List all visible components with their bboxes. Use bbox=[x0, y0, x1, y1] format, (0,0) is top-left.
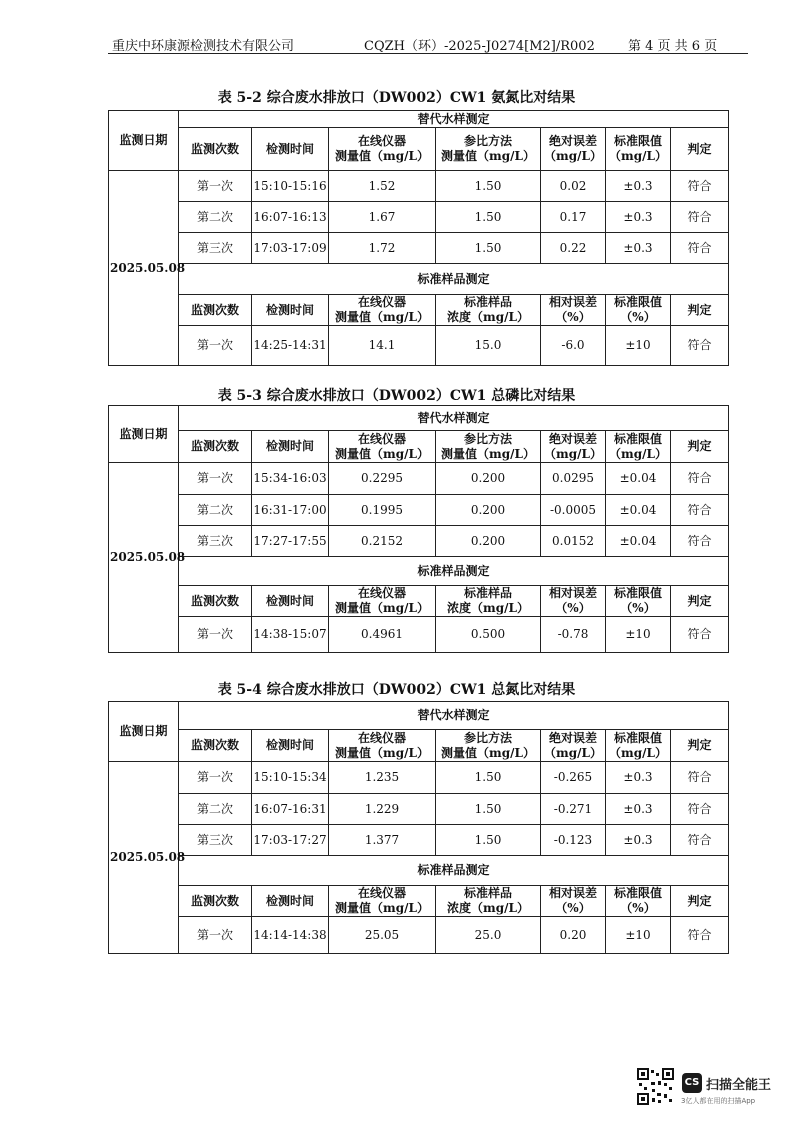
table-cell: 第二次 bbox=[179, 794, 252, 825]
header-line: 浓度（mg/L） bbox=[447, 310, 529, 324]
header-line: 判定 bbox=[687, 439, 712, 453]
table-row bbox=[109, 557, 729, 586]
header-line: （mg/L） bbox=[609, 149, 667, 163]
table-row bbox=[109, 495, 729, 526]
header-line: （%） bbox=[620, 901, 656, 915]
column-header bbox=[671, 128, 729, 171]
column-header bbox=[252, 730, 329, 762]
header-line: 绝对误差 bbox=[548, 134, 597, 148]
table-cell: 1.50 bbox=[436, 202, 541, 233]
header-line: 测量值（mg/L） bbox=[335, 901, 429, 915]
header-line: 测量值（mg/L） bbox=[441, 745, 535, 760]
table-cell: ±0.3 bbox=[606, 233, 671, 264]
page-header bbox=[108, 32, 748, 54]
table-row bbox=[109, 730, 729, 762]
table-cell: 符合 bbox=[671, 526, 729, 557]
table-cell: 第三次 bbox=[179, 526, 252, 557]
column-header bbox=[671, 886, 729, 917]
table-cell: 第三次 bbox=[179, 233, 252, 264]
header-line: 测量值（mg/L） bbox=[335, 446, 429, 461]
header-line: 测量值（mg/L） bbox=[335, 745, 429, 760]
header-line: 相对误差 bbox=[548, 586, 597, 600]
column-header bbox=[436, 295, 541, 326]
table-cell: 15:34-16:03 bbox=[252, 463, 329, 495]
section-title-std: 标准样品测定 bbox=[179, 856, 729, 886]
header-line: 参比方法 bbox=[463, 730, 512, 745]
header-line: （mg/L） bbox=[609, 745, 667, 760]
column-header bbox=[671, 431, 729, 463]
table-cell: 0.200 bbox=[436, 463, 541, 495]
header-line: 检测时间 bbox=[265, 593, 314, 608]
table-cell: 1.72 bbox=[329, 233, 436, 264]
header-line: （mg/L） bbox=[544, 149, 602, 163]
table-cell: 1.50 bbox=[436, 171, 541, 202]
header-line: （%） bbox=[555, 601, 591, 615]
column-header bbox=[606, 295, 671, 326]
column-header bbox=[329, 586, 436, 617]
column-header bbox=[179, 730, 252, 762]
column-header bbox=[541, 586, 606, 617]
table-cell: 1.67 bbox=[329, 202, 436, 233]
table-row bbox=[109, 917, 729, 954]
table-row bbox=[109, 762, 729, 794]
header-line: 在线仪器 bbox=[357, 295, 406, 309]
header-line: 浓度（mg/L） bbox=[447, 901, 529, 915]
table-cell: 0.0295 bbox=[541, 463, 606, 495]
table-row bbox=[109, 171, 729, 202]
column-header bbox=[329, 730, 436, 762]
table-cell: ±0.3 bbox=[606, 762, 671, 794]
table-cell: 符合 bbox=[671, 762, 729, 794]
header-line: 监测次数 bbox=[190, 302, 239, 317]
table-cell: 14:14-14:38 bbox=[252, 917, 329, 954]
column-header bbox=[179, 886, 252, 917]
table-cell: 符合 bbox=[671, 463, 729, 495]
header-line: 相对误差 bbox=[548, 295, 597, 309]
table-row bbox=[109, 886, 729, 917]
column-header bbox=[436, 586, 541, 617]
column-header bbox=[252, 431, 329, 463]
header-line: 判定 bbox=[687, 738, 712, 752]
table-cell: 符合 bbox=[671, 794, 729, 825]
table-cell: -0.271 bbox=[541, 794, 606, 825]
table-cell: ±0.3 bbox=[606, 825, 671, 856]
table-cell: 0.2295 bbox=[329, 463, 436, 495]
table-row bbox=[109, 617, 729, 653]
column-header bbox=[671, 295, 729, 326]
column-header bbox=[606, 730, 671, 762]
table-row bbox=[109, 406, 729, 431]
header-line: （%） bbox=[620, 601, 656, 615]
table-cell: 符合 bbox=[671, 495, 729, 526]
table-caption: 表 5-3 综合废水排放口（DW002）CW1 总磷比对结果 bbox=[217, 388, 576, 404]
header-line: 检测时间 bbox=[265, 141, 314, 156]
column-header bbox=[541, 295, 606, 326]
table-cell: -0.0005 bbox=[541, 495, 606, 526]
column-header bbox=[541, 128, 606, 171]
header-line: 绝对误差 bbox=[548, 730, 597, 745]
table-cell: ±0.04 bbox=[606, 526, 671, 557]
table-cell: 1.50 bbox=[436, 825, 541, 856]
header-line: 在线仪器 bbox=[357, 431, 406, 446]
header-line: 判定 bbox=[687, 141, 712, 156]
comparison-table bbox=[108, 110, 729, 366]
column-header bbox=[541, 730, 606, 762]
header-rule bbox=[108, 53, 748, 54]
table-row bbox=[109, 586, 729, 617]
table-row bbox=[109, 825, 729, 856]
section-title-std: 标准样品测定 bbox=[179, 557, 729, 586]
table-cell: 符合 bbox=[671, 617, 729, 653]
header-line: 绝对误差 bbox=[548, 431, 597, 446]
table-cell: 第二次 bbox=[179, 495, 252, 526]
table-row bbox=[109, 111, 729, 128]
header-line: 在线仪器 bbox=[357, 586, 406, 600]
header-line: 判定 bbox=[687, 302, 712, 317]
column-header bbox=[606, 128, 671, 171]
column-header bbox=[252, 128, 329, 171]
table-cell: 0.02 bbox=[541, 171, 606, 202]
section-title-alt: 替代水样测定 bbox=[179, 702, 729, 730]
date-label: 监测日期 bbox=[109, 406, 179, 463]
header-line: 测量值（mg/L） bbox=[335, 310, 429, 324]
column-header bbox=[179, 128, 252, 171]
table-cell: 符合 bbox=[671, 233, 729, 264]
column-header bbox=[541, 431, 606, 463]
header-line: （mg/L） bbox=[544, 446, 602, 461]
table-cell: 0.20 bbox=[541, 917, 606, 954]
table-row bbox=[109, 702, 729, 730]
column-header bbox=[541, 886, 606, 917]
column-header bbox=[671, 730, 729, 762]
column-header bbox=[252, 295, 329, 326]
table-cell: 0.200 bbox=[436, 526, 541, 557]
table-cell: 第三次 bbox=[179, 825, 252, 856]
table-cell: 1.377 bbox=[329, 825, 436, 856]
column-header bbox=[606, 431, 671, 463]
column-header bbox=[252, 886, 329, 917]
table-row bbox=[109, 128, 729, 171]
header-line: 检测时间 bbox=[265, 738, 314, 752]
header-line: 标准限值 bbox=[613, 730, 662, 745]
table-cell: 15.0 bbox=[436, 326, 541, 366]
table-cell: 16:07-16:13 bbox=[252, 202, 329, 233]
table-cell: 符合 bbox=[671, 171, 729, 202]
table-caption: 表 5-4 综合废水排放口（DW002）CW1 总氮比对结果 bbox=[217, 682, 576, 698]
header-line: （%） bbox=[555, 901, 591, 915]
table-cell: 符合 bbox=[671, 825, 729, 856]
table-cell: 0.2152 bbox=[329, 526, 436, 557]
column-header bbox=[436, 128, 541, 171]
header-line: 检测时间 bbox=[265, 893, 314, 908]
table-cell: 0.500 bbox=[436, 617, 541, 653]
table-row bbox=[109, 233, 729, 264]
header-line: 监测次数 bbox=[190, 141, 239, 156]
table-cell: 1.50 bbox=[436, 794, 541, 825]
header-line: 在线仪器 bbox=[357, 886, 406, 900]
column-header bbox=[436, 886, 541, 917]
header-line: 判定 bbox=[687, 593, 712, 608]
table-cell: 第一次 bbox=[179, 617, 252, 653]
table-cell: 14.1 bbox=[329, 326, 436, 366]
header-line: 监测次数 bbox=[190, 893, 239, 908]
header-line: 标准样品 bbox=[463, 886, 512, 900]
report-number: CQZH（环）-2025-J0274[M2]/R002 bbox=[364, 39, 595, 54]
table-cell: 符合 bbox=[671, 917, 729, 954]
column-header bbox=[179, 586, 252, 617]
table-cell: 25.05 bbox=[329, 917, 436, 954]
cs-logo-icon: CS bbox=[682, 1073, 702, 1093]
header-line: 测量值（mg/L） bbox=[335, 149, 429, 163]
table-row bbox=[109, 431, 729, 463]
table-cell: ±10 bbox=[606, 617, 671, 653]
qr-code-icon bbox=[637, 1068, 674, 1105]
table-cell: 第一次 bbox=[179, 463, 252, 495]
section-title-alt: 替代水样测定 bbox=[179, 111, 729, 128]
column-header bbox=[329, 295, 436, 326]
header-line: 相对误差 bbox=[548, 886, 597, 900]
table-cell: 16:31-17:00 bbox=[252, 495, 329, 526]
header-line: 标准样品 bbox=[463, 295, 512, 309]
watermark-brand: 扫描全能王 bbox=[706, 1078, 772, 1093]
header-line: 标准样品 bbox=[463, 586, 512, 600]
table-row bbox=[109, 526, 729, 557]
section-title-alt: 替代水样测定 bbox=[179, 406, 729, 431]
header-line: 监测次数 bbox=[190, 738, 239, 752]
monitoring-date: 2025.05.08 bbox=[109, 762, 179, 954]
column-header bbox=[329, 886, 436, 917]
section-title-std: 标准样品测定 bbox=[179, 264, 729, 295]
table-row bbox=[109, 463, 729, 495]
watermark-tagline: 3亿人都在用的扫描App bbox=[681, 1097, 756, 1105]
table-cell: ±10 bbox=[606, 326, 671, 366]
header-line: 在线仪器 bbox=[357, 730, 406, 745]
table-cell: ±0.04 bbox=[606, 495, 671, 526]
header-line: 参比方法 bbox=[463, 431, 512, 446]
table-caption: 表 5-2 综合废水排放口（DW002）CW1 氨氮比对结果 bbox=[217, 90, 576, 106]
header-line: 在线仪器 bbox=[357, 134, 406, 148]
table-cell: 第一次 bbox=[179, 762, 252, 794]
column-header bbox=[329, 128, 436, 171]
table-cell: 1.229 bbox=[329, 794, 436, 825]
table-cell: -6.0 bbox=[541, 326, 606, 366]
table-cell: -0.265 bbox=[541, 762, 606, 794]
date-label: 监测日期 bbox=[109, 702, 179, 762]
header-line: 标准限值 bbox=[613, 431, 662, 446]
column-header bbox=[436, 730, 541, 762]
header-line: （%） bbox=[555, 310, 591, 324]
header-line: 标准限值 bbox=[613, 295, 662, 309]
table-row bbox=[109, 202, 729, 233]
table-cell: 0.4961 bbox=[329, 617, 436, 653]
table-cell: ±10 bbox=[606, 917, 671, 954]
table-cell: 25.0 bbox=[436, 917, 541, 954]
table-cell: 0.22 bbox=[541, 233, 606, 264]
page-number: 第 4 页 共 6 页 bbox=[628, 39, 718, 54]
table-cell: 17:03-17:09 bbox=[252, 233, 329, 264]
header-line: 测量值（mg/L） bbox=[441, 446, 535, 461]
header-line: 参比方法 bbox=[463, 134, 512, 148]
table-cell: ±0.3 bbox=[606, 171, 671, 202]
header-line: （%） bbox=[620, 310, 656, 324]
table-cell: 第一次 bbox=[179, 326, 252, 366]
header-line: 测量值（mg/L） bbox=[441, 149, 535, 163]
table-cell: 14:25-14:31 bbox=[252, 326, 329, 366]
table-cell: 1.50 bbox=[436, 233, 541, 264]
table-cell: ±0.04 bbox=[606, 463, 671, 495]
column-header bbox=[179, 431, 252, 463]
table-row bbox=[109, 326, 729, 366]
table-row bbox=[109, 264, 729, 295]
table-cell: 0.0152 bbox=[541, 526, 606, 557]
table-cell: 第一次 bbox=[179, 917, 252, 954]
header-line: （mg/L） bbox=[544, 745, 602, 760]
table-cell: 第一次 bbox=[179, 171, 252, 202]
header-line: 监测次数 bbox=[190, 439, 239, 453]
column-header bbox=[329, 431, 436, 463]
column-header bbox=[179, 295, 252, 326]
table-cell: 符合 bbox=[671, 202, 729, 233]
table-cell: 1.235 bbox=[329, 762, 436, 794]
company-name: 重庆中环康源检测技术有限公司 bbox=[112, 39, 295, 54]
table-row bbox=[109, 794, 729, 825]
table-cell: ±0.3 bbox=[606, 202, 671, 233]
table-row bbox=[109, 856, 729, 886]
table-cell: -0.123 bbox=[541, 825, 606, 856]
date-label: 监测日期 bbox=[109, 111, 179, 171]
header-line: 判定 bbox=[687, 893, 712, 908]
comparison-table bbox=[108, 701, 729, 954]
monitoring-date: 2025.05.08 bbox=[109, 463, 179, 653]
table-cell: 0.1995 bbox=[329, 495, 436, 526]
table-cell: 0.17 bbox=[541, 202, 606, 233]
header-line: 测量值（mg/L） bbox=[335, 601, 429, 615]
header-line: 标准限值 bbox=[613, 134, 662, 148]
header-line: 监测次数 bbox=[190, 593, 239, 608]
column-header bbox=[606, 886, 671, 917]
header-line: 浓度（mg/L） bbox=[447, 601, 529, 615]
column-header bbox=[671, 586, 729, 617]
monitoring-date: 2025.05.08 bbox=[109, 171, 179, 366]
table-cell: -0.78 bbox=[541, 617, 606, 653]
table-cell: 15:10-15:34 bbox=[252, 762, 329, 794]
header-line: 标准限值 bbox=[613, 586, 662, 600]
table-cell: 16:07-16:31 bbox=[252, 794, 329, 825]
comparison-table bbox=[108, 405, 729, 653]
table-cell: ±0.3 bbox=[606, 794, 671, 825]
table-cell: 17:03-17:27 bbox=[252, 825, 329, 856]
table-cell: 14:38-15:07 bbox=[252, 617, 329, 653]
header-line: 检测时间 bbox=[265, 302, 314, 317]
column-header bbox=[252, 586, 329, 617]
table-cell: 0.200 bbox=[436, 495, 541, 526]
table-cell: 17:27-17:55 bbox=[252, 526, 329, 557]
table-cell: 符合 bbox=[671, 326, 729, 366]
header-line: 检测时间 bbox=[265, 439, 314, 453]
table-row bbox=[109, 295, 729, 326]
table-cell: 15:10-15:16 bbox=[252, 171, 329, 202]
table-cell: 1.52 bbox=[329, 171, 436, 202]
column-header bbox=[436, 431, 541, 463]
column-header bbox=[606, 586, 671, 617]
table-cell: 第二次 bbox=[179, 202, 252, 233]
header-line: （mg/L） bbox=[609, 446, 667, 461]
header-line: 标准限值 bbox=[613, 886, 662, 900]
table-cell: 1.50 bbox=[436, 762, 541, 794]
